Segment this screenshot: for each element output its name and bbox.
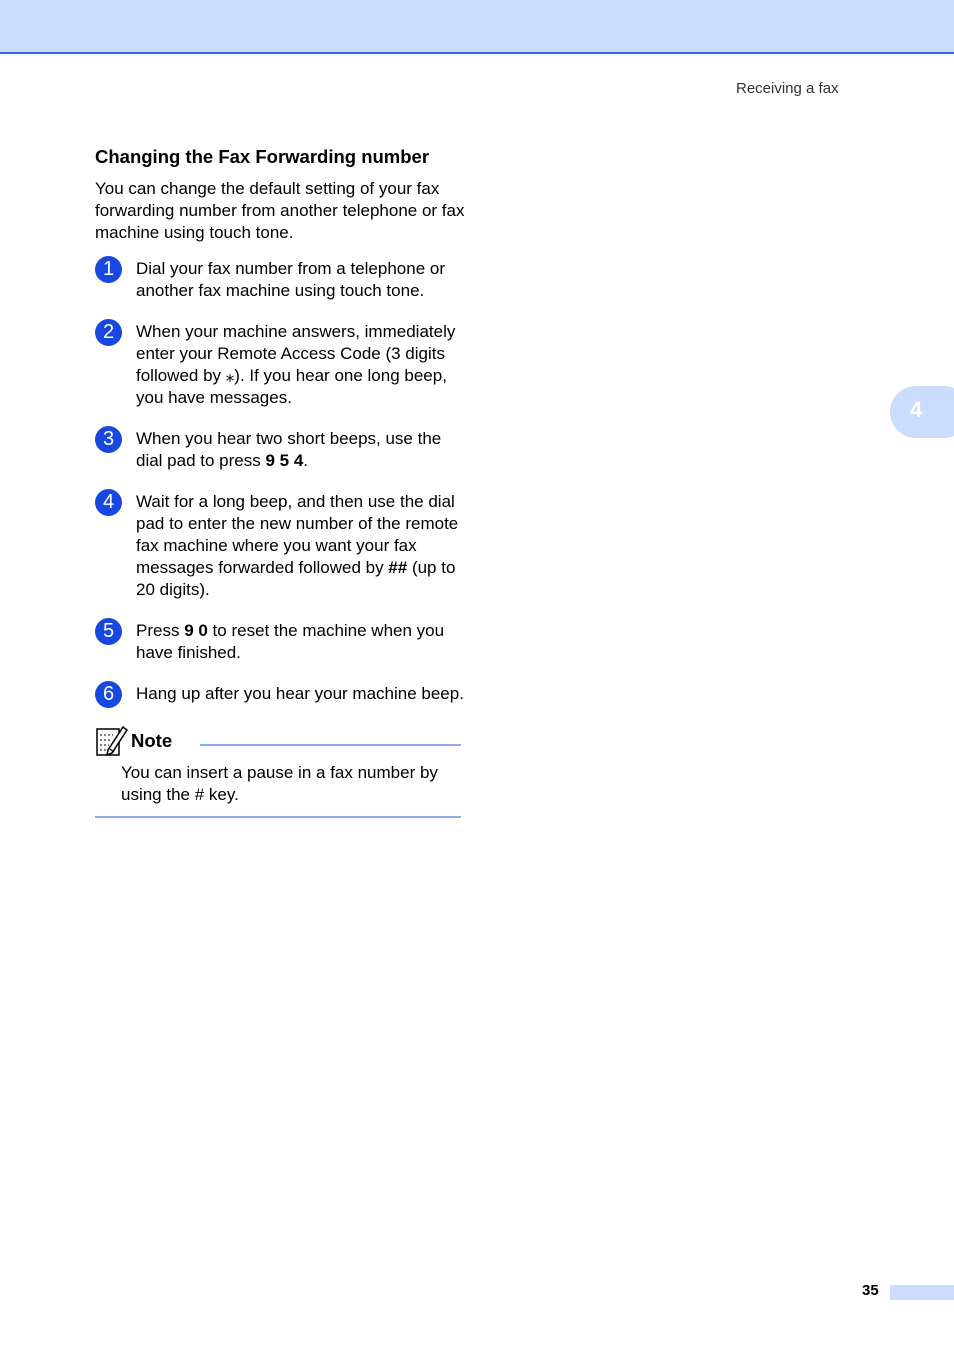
header-band: [0, 0, 954, 54]
note-title: Note: [131, 730, 173, 751]
step-2: [95, 321, 465, 409]
note-text: You can insert a pause in a fax number by using the # key.: [121, 763, 438, 804]
step-5: [95, 620, 465, 664]
chapter-tab-label: 4: [910, 397, 923, 422]
section-intro: You can change the default setting of your fax forwarding number from another telephone or fax machine using touch tone.: [95, 179, 465, 242]
page-number: 35: [862, 1282, 879, 1299]
footer-band: [890, 1285, 954, 1300]
step-number-badge: 6: [95, 681, 122, 708]
key-sequence: ##: [388, 558, 408, 577]
note-rule: [200, 744, 461, 746]
main-content: [95, 146, 465, 818]
note-header: [95, 724, 461, 758]
step-text: Dial your fax number from a telephone or another fax machine using touch tone.: [136, 259, 445, 300]
step-text: .: [303, 451, 309, 470]
section-title: Changing the Fax Forwarding number: [95, 146, 430, 167]
step-number-badge: 4: [95, 489, 122, 516]
step-number-badge: 5: [95, 618, 122, 645]
step-text: Press: [136, 621, 185, 640]
running-head: Receiving a fax: [736, 80, 839, 97]
step-text: When you hear two short beeps, use the dial pad to press: [136, 429, 442, 470]
step-number-badge: 2: [95, 319, 122, 346]
step-text: Hang up after you hear your machine beep.: [136, 684, 464, 703]
step-text: to reset the machine when you have finished.: [136, 621, 445, 662]
step-text: (up to 20 digits).: [136, 558, 456, 599]
note-pencil-icon: [95, 724, 129, 758]
step-4: [95, 491, 465, 601]
chapter-tab: [890, 386, 954, 438]
step-number-badge: 3: [95, 426, 122, 453]
key-sequence: 9 0: [184, 621, 208, 640]
step-number-badge: 1: [95, 256, 122, 283]
step-1: [95, 258, 465, 302]
star-key-symbol: ⁎: [225, 366, 235, 385]
step-text: When your machine answers, immediately enter your Remote Access Code (3 digits followed by: [136, 322, 456, 385]
note-box: [95, 724, 461, 818]
step-text: Wait for a long beep, and then use the dial pad to enter the new number of the remote fax machine where you want your fax messages forwarded followed by: [136, 492, 459, 577]
step-6: [95, 683, 465, 705]
step-text: ). If you hear one long beep, you have messages.: [136, 366, 447, 407]
key-sequence: 9 5 4: [265, 451, 304, 470]
step-3: [95, 428, 465, 472]
